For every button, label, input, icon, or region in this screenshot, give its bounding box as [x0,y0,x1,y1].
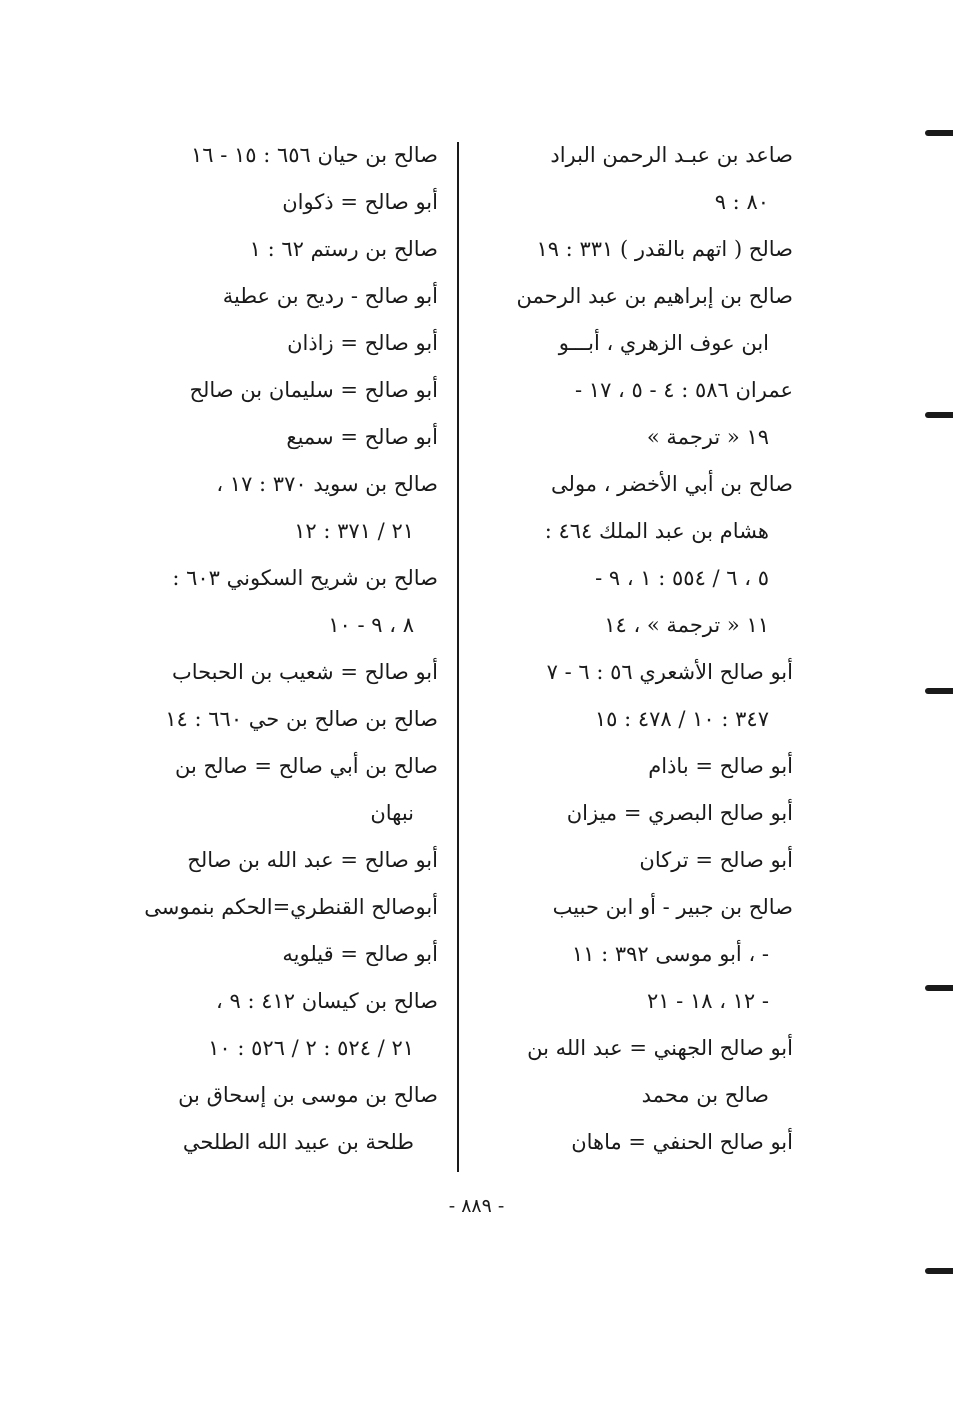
index-entry-line: صاعد بن عبـد الرحمن البراد [550,143,793,167]
index-entry-line: أبو صالح = باذام [648,754,793,778]
index-entry-line: ٢١ / ٥٢٤ : ٢ / ٥٢٦ : ١٠ [208,1036,414,1060]
index-entry-line: هشام بن عبد الملك ٤٦٤ : [544,519,769,543]
index-entry-line: أبو صالح البصري = ميزان [566,801,793,825]
index-entry-line: صالح بن رستم ٦٢ : ١ [249,237,438,261]
index-entry-line: - ١٢ ، ١٨ - ٢١ [646,989,769,1013]
index-entry-line: أبو صالح = قيلويه [282,942,438,966]
left-column [138,132,438,1166]
index-entry-line: عمران ٥٨٦ : ٤ - ٥ ، ١٧ - [575,378,793,402]
index-entry-line: صالح بن حيان ٦٥٦ : ١٥ - ١٦ [190,143,438,167]
index-entry-line: ابن عوف الزهري ، أبـــو [558,331,769,355]
index-entry-line: صالح بن شريح السكوني ٦٠٣ : [172,566,438,590]
index-entry-line: أبوصالح القنطري=الحكم بنموسى [144,895,438,919]
index-entry-line: أبو صالح = زاذان [287,331,438,355]
index-entry-line: صالح بن موسى بن إسحاق بن [178,1083,438,1107]
index-entry-line: أبو صالح الأشعري ٥٦ : ٦ - ٧ [546,660,793,684]
index-entry-line: أبو صالح - رديح بن عطية [222,284,438,308]
index-entry-line: صالح بن محمد [641,1083,769,1107]
edge-mark [925,985,953,991]
index-entry-line: ٨٠ : ٩ [714,190,769,214]
index-entry-line: صالح بن جبير - أو ابن حبيب [552,895,793,919]
index-entry-line: صالح بن كيسان ٤١٢ : ٩ ، [216,989,438,1013]
index-entry-line: أبو صالح = تركان [639,848,793,872]
index-entry-line: ٣٤٧ : ١٠ / ٤٧٨ : ١٥ [594,707,769,731]
page-number: - ٨٨٩ - [448,1195,505,1217]
index-entry-line: صالح بن أبي صالح = صالح بن [174,754,438,778]
index-entry-line: صالح بن سويد ٣٧٠ : ١٧ ، [216,472,438,496]
index-entry-line: صالح بن أبي الأخضر ، مولى [551,472,793,496]
edge-mark [925,1268,953,1274]
index-entry-line: ١١ « ترجمة » ، ١٤ [604,613,769,637]
index-entry-line: ٥ ، ٦ / ٥٥٤ : ١ ، ٩ - [595,566,769,590]
edge-mark [925,688,953,694]
index-entry-line: ١٩ « ترجمة » [646,425,769,449]
index-entry-line: صالح بن إبراهيم بن عبد الرحمن [516,284,793,308]
index-entry-line: ٢١ / ٣٧١ : ١٢ [294,519,414,543]
index-entry-line: ٨ ، ٩ - ١٠ [328,613,414,637]
index-entry-line: صالح بن صالح بن حي ٦٦٠ : ١٤ [165,707,438,731]
index-entry-line: أبو صالح = عبد الله بن صالح [187,848,438,872]
index-entry-line: صالح ( اتهم بالقدر ) ٣٣١ : ١٩ [536,237,793,261]
edge-mark [925,412,953,418]
index-entry-line: أبو صالح الحنفي = ماهان [571,1130,793,1154]
index-entry-line: نبهان [370,801,414,825]
index-entry-line: أبو صالح = شعيب بن الحبحاب [171,660,438,684]
index-entry-line: أبو صالح = ذكوان [282,190,438,214]
index-entry-line: - ، أبو موسى ٣٩٢ : ١١ [571,942,769,966]
column-divider [457,142,459,1172]
index-entry-line: أبو صالح = سليمان بن صالح [189,378,438,402]
right-column [493,132,793,1166]
edge-mark [925,130,953,136]
index-entry-line: أبو صالح = سميع [286,425,438,449]
index-entry-line: طلحة بن عبيد الله الطلحي [182,1130,414,1154]
index-entry-line: أبو صالح الجهني = عبد الله بن [527,1036,793,1060]
